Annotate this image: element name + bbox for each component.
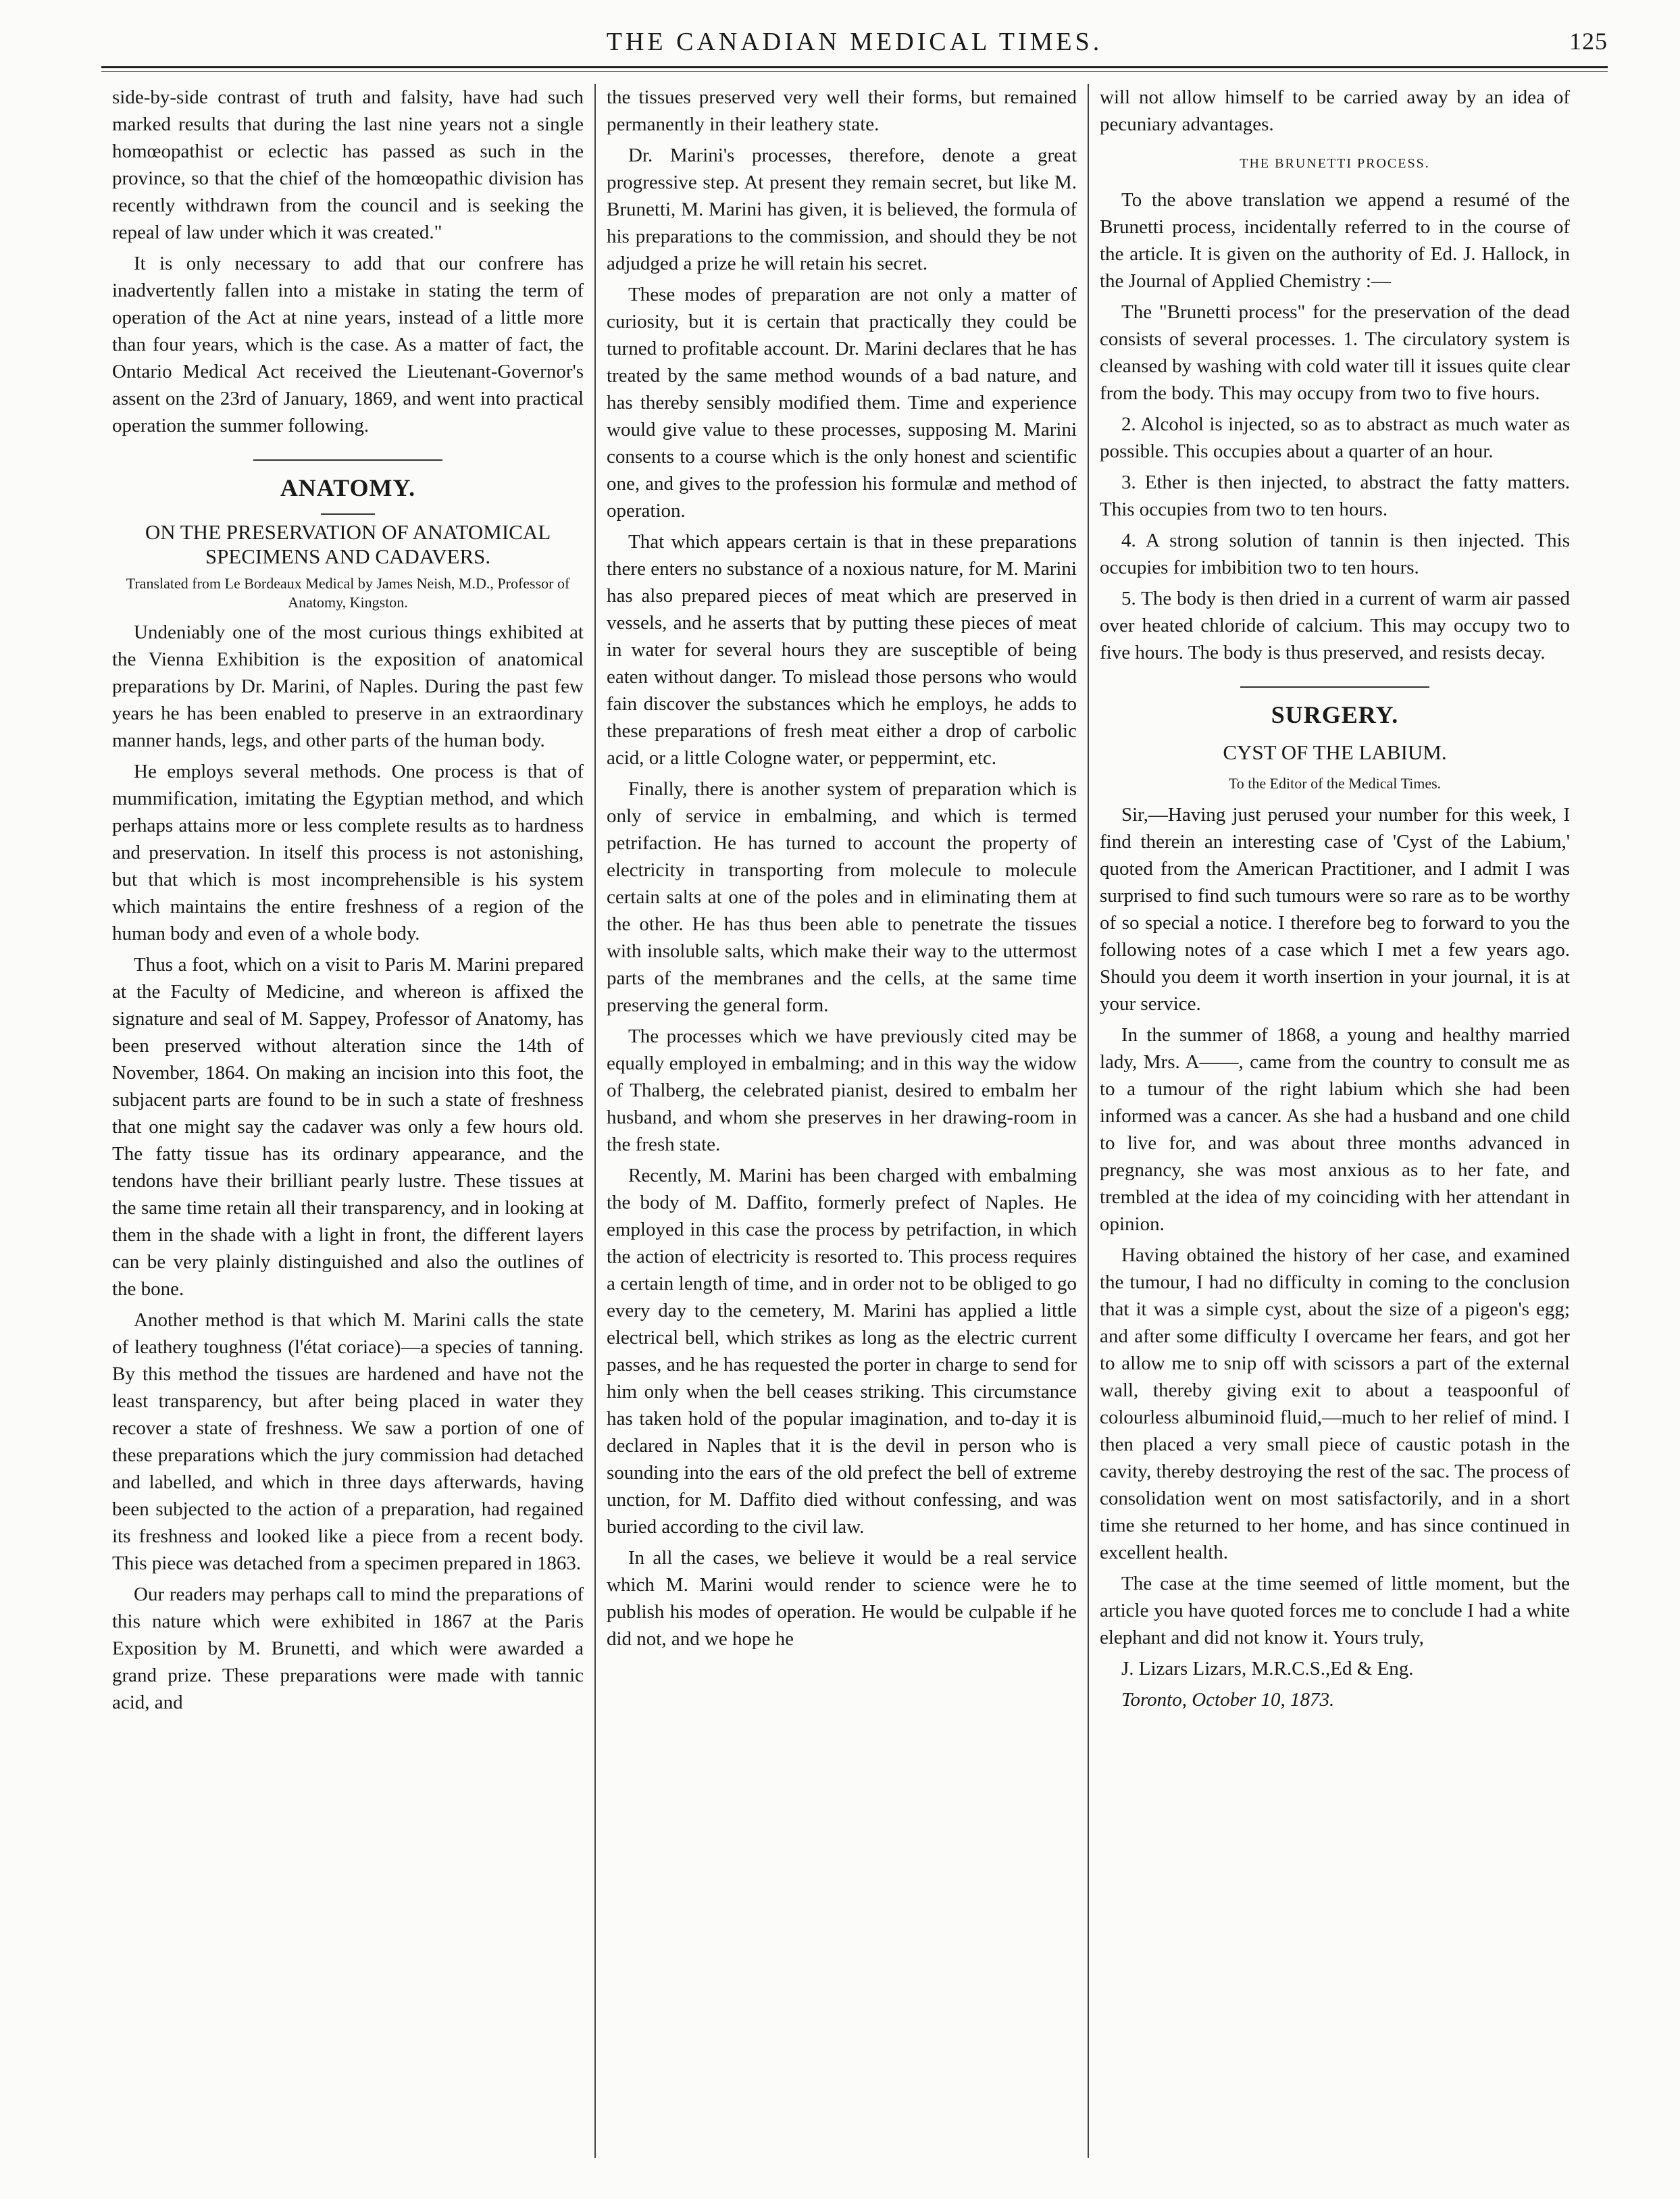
section-title-surgery: SURGERY. [1271,701,1399,728]
column-3 [1088,84,1581,2158]
running-head [101,27,1608,66]
paragraph: These modes of preparation are not only a matter of curiosity, but it is certain that practically they could be turned to profitable account. Dr. Marini declares that he has treated by the same method wounds of a bad nature, and has thereby sensibly modified them. Time and experience would give value to these processes, supposing M. Marini consents to a course which is the only honest and scientific one, and gives to the profession his formulæ and method of operation. [607,284,1077,522]
signature: J. Lizars Lizars, M.R.C.S.,Ed & Eng. [1121,1658,1414,1679]
paragraph: Our readers may perhaps call to mind the preparations of this nature which were exhibited in 1867 at the Paris Exposition by M. Brunetti, and which were awarded a grand prize. These preparations were made with tannic acid, and [112,1584,584,1713]
section-divider [1240,686,1429,688]
column-2 [594,84,1088,2158]
paragraph: Finally, there is another system of preparation which is only of service in embalming, and which is termed petrifaction. He has turned to account the property of electricity in transporting from molecule to molecule certain salts at one of the poles and in eliminating them at the other. He has thus been able to penetrate the tissues with insoluble salts, which make their way to the uttermost parts of the membranes and the cells, at the same time preserving the general form. [607,778,1077,1016]
paragraph: Having obtained the history of her case, and examined the tumour, I had no difficulty in coming to the conclusion that it was a simple cyst, about the size of a pigeon's egg; and after some difficulty I overcame her fears, and got her to allow me to snip off with scissors a part of the external wall, thereby giving exit to about a teaspoonful of colourless albuminoid fluid,—much to her relief of mind. I then placed a very small piece of caustic potash in the cavity, thereby destroying the rest of the sac. The process of consolidation went on most satisfactorily, and in a short time she returned to her home, and has since continued in excellent health. [1100,1244,1570,1563]
column-1 [101,84,594,2158]
header-rule-thin [101,71,1608,72]
page-number: 125 [1569,28,1608,55]
paragraph: Recently, M. Marini has been charged with embalming the body of M. Daffito, formerly prefect of Naples. He employed in this case the process by petrifaction, in which the action of electricity is resorted to. This process requires a certain length of time, and in order not to be obliged to go every day to the cemetery, M. Marini has applied a little electrical bell, which strikes as long as the electric current passes, and he has requested the porter in charge to send for him only when the bell ceases striking. This circumstance has taken hold of the popular imagination, and to-day it is declared in Naples that it is the devil in person who is sounding into the ears of the old prefect the bell of extreme unction, for M. Daffito died without confessing, and was buried according to the civil law. [607,1165,1077,1538]
paragraph: Thus a foot, which on a visit to Paris M. Marini prepared at the Faculty of Medicine, and whereon is affixed the signature and seal of M. Sappey, Professor of Anatomy, has been preserved without alteration since the 14th of November, 1864. On making an incision into this foot, the subjacent parts are found to be in such a state of freshness that one might say the cadaver was only a few hours old. The fatty tissue has its ordinary appearance, and the tendons have their brilliant pearly lustre. These tissues at the same time retain all their transparency, and in looking at them in the shade with a light in front, the different layers can be very plainly distinguished and also the outlines of the bone. [112,954,584,1300]
subhead-brunetti-process: THE BRUNETTI PROCESS. [1240,156,1430,171]
section-title-anatomy: ANATOMY. [280,474,416,501]
paragraph: 2. Alcohol is injected, so as to abstract as much water as possible. This occupies about a quarter of an hour. [1100,413,1570,462]
paragraph: Dr. Marini's processes, therefore, denote a great progressive step. At present they remain secret, but like M. Brunetti, M. Marini has given, it is believed, the formula of his preparations to the commission, and should they be not adjudged a prize he will retain his secret. [607,145,1077,274]
paragraph: 4. A strong solution of tannin is then injected. This occupies for imbibition two to ten hours. [1100,530,1570,578]
to-editor-line: To the Editor of the Medical Times. [1228,775,1442,792]
title-divider [321,513,375,515]
paragraph: Sir,—Having just perused your number for this week, I find therein an interesting case of 'Cyst of the Labium,' quoted from the American Practitioner, and I admit I was surprised to find such tumours were so rare as to be worthy of so special a notice. I therefore beg to forward to you the following notes of a case which I met a few years ago. Should you deem it worth insertion in your journal, it is at your service. [1100,804,1570,1015]
paragraph: To the above translation we append a resumé of the Brunetti process, incidentally referred to in the course of the article. It is given on the authority of Ed. J. Hallock, in the Journal of Applied Chemistry :— [1100,189,1570,292]
paragraph: the tissues preserved very well their forms, but remained permanently in their leathery state. [607,86,1077,135]
paragraph: The "Brunetti process" for the preservation of the dead consists of several processes. 1. The circulatory system is cleansed by washing with cold water till it issues quite clear from the body. This may occupy from two to five hours. [1100,301,1570,404]
header-rule [101,66,1608,68]
paragraph: Another method is that which M. Marini calls the state of leathery toughness (l'état coriace)—a species of tanning. By this method the tissues are hardened and have not the least transparency, but after being placed in water they recover a state of freshness. We saw a portion of one of these preparations which the jury commission had detached and labelled, and which in three days afterwards, having been subjected to the action of a preparation, had regained its freshness and looked like a piece from a recent body. This piece was detached from a specimen prepared in 1863. [112,1309,584,1574]
paragraph: He employs several methods. One process is that of mummification, imitating the Egyptian method, and which perhaps attains more or less complete results as to hardness and preservation. In itself this process is not astonishing, but that which is most incomprehensible is his system which maintains the entire freshness of a region of the human body and even of a whole body. [112,761,584,944]
byline: Translated from Le Bordeaux Medical by James Neish, M.D., Professor of Anatomy, Kingston. [126,575,570,611]
newspaper-page [101,27,1608,2175]
text-columns [101,84,1608,2158]
paragraph: It is only necessary to add that our confrere has inadvertently fallen into a mistake in stating the term of operation of the Act at nine years, instead of a little more than four years, which is the case. As a matter of fact, the Ontario Medical Act received the Lieutenant-Governor's assent on the 23rd of January, 1869, and went into practical operation the summer following. [112,253,584,436]
paragraph: 3. Ether is then injected, to abstract the fatty matters. This occupies from two to ten hours. [1100,472,1570,520]
paragraph: In all the cases, we believe it would be a real service which M. Marini would render to science were he to publish his modes of operation. He would be culpable if he did not, and we hope he [607,1547,1077,1650]
paragraph: The processes which we have previously cited may be equally employed in embalming; and in this way the widow of Thalberg, the celebrated pianist, desired to embalm her husband, and whom she preserves in her drawing-room in the fresh state. [607,1026,1077,1155]
article-title: CYST OF THE LABIUM. [1223,740,1447,764]
journal-title: THE CANADIAN MEDICAL TIMES. [606,28,1103,56]
article-title: ON THE PRESERVATION OF ANATOMICAL SPECIMENS AND CADAVERS. [145,520,551,568]
paragraph: Undeniably one of the most curious things exhibited at the Vienna Exhibition is the exposition of anatomical preparations by Dr. Marini, of Naples. During the past few years he has been enabled to preserve in an extraordinary manner hands, legs, and other parts of the human body. [112,622,584,751]
paragraph: side-by-side contrast of truth and falsity, have had such marked results that during the last nine years not a single homœopathist or eclectic has passed as such in the province, so that the chief of the homœopathic division has recently withdrawn from the council and is seeking the repeal of law under which it was created." [112,86,584,243]
paragraph: will not allow himself to be carried away by an idea of pecuniary advantages. [1100,86,1570,135]
dateline: Toronto, October 10, 1873. [1121,1689,1335,1711]
section-divider [253,459,442,461]
paragraph: That which appears certain is that in these preparations there enters no substance of a noxious nature, for M. Marini has also prepared pieces of meat which are preserved in vessels, and he asserts that by putting these pieces of meat in water for several hours they are susceptible of being eaten without danger. To mislead those persons who would fain discover the substances which he employs, he adds to these preparations of fresh meat either a drop of carbolic acid, or a little Cologne water, or peppermint, etc. [607,531,1077,769]
paragraph: In the summer of 1868, a young and healthy married lady, Mrs. A——, came from the country to consult me as to a tumour of the right labium which she had been informed was a cancer. As she had a husband and one child to live for, and was about three months advanced in pregnancy, she was most anxious as to her fate, and trembled at the idea of my coinciding with her attendant in opinion. [1100,1024,1570,1235]
paragraph: The case at the time seemed of little moment, but the article you have quoted forces me to conclude I had a white elephant and did not know it. Yours truly, [1100,1573,1570,1648]
paragraph: 5. The body is then dried in a current of warm air passed over heated chloride of calcium. This may occupy two to five hours. The body is thus preserved, and resists decay. [1100,588,1570,663]
